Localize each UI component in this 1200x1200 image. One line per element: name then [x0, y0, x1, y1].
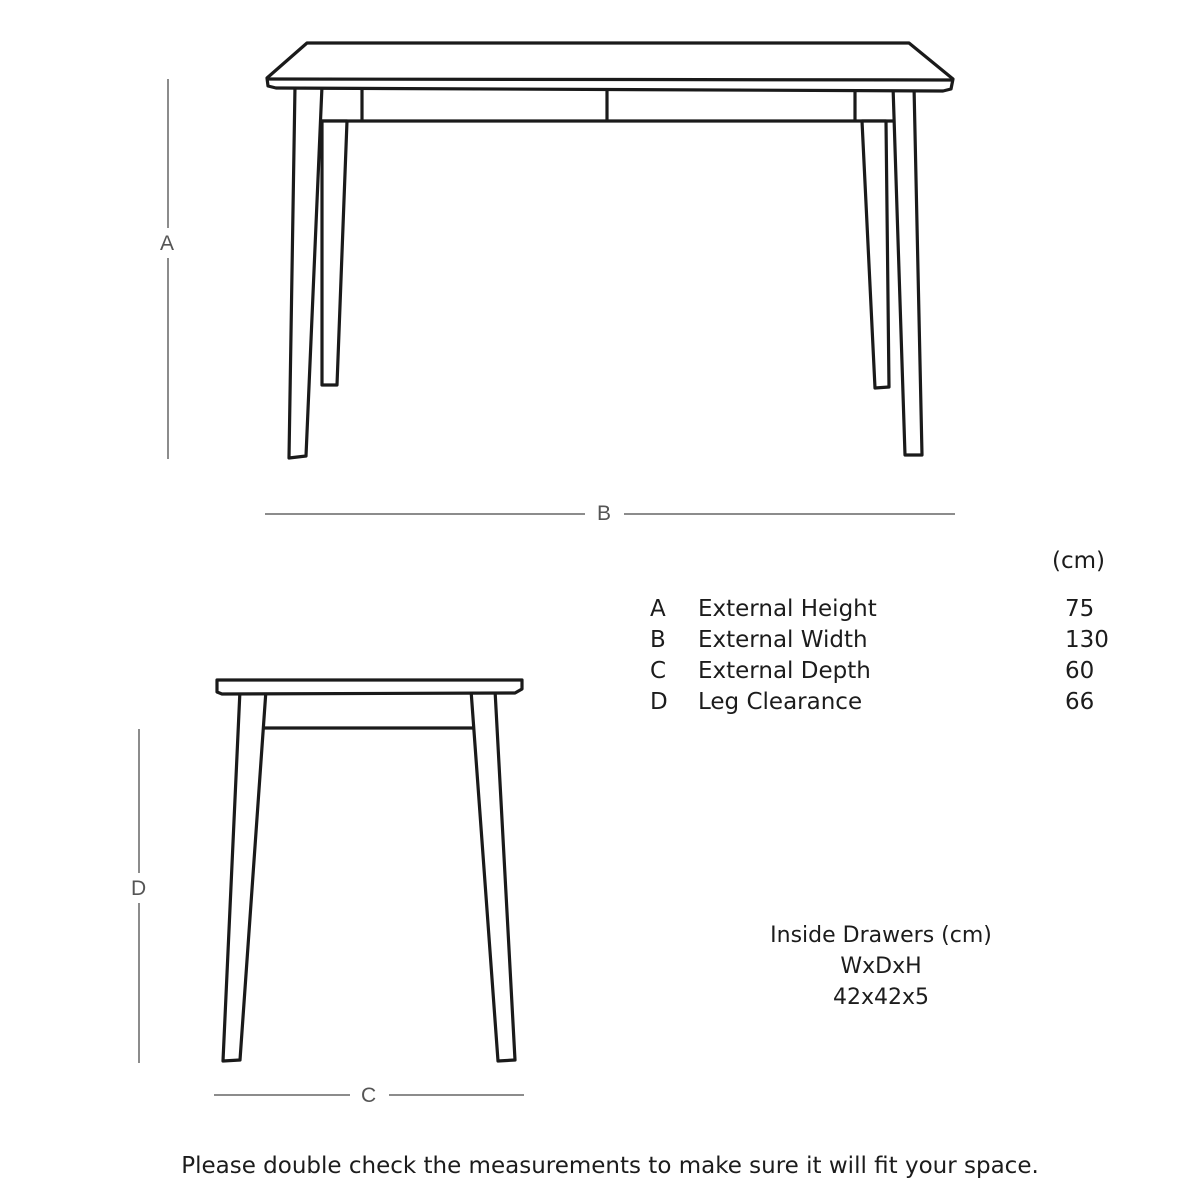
spec-row-a	[650, 594, 1110, 625]
dimension-b-label: B	[597, 502, 612, 525]
front-tabletop-edge	[268, 79, 953, 80]
spec-letter: C	[650, 658, 667, 684]
front-view-table	[267, 43, 953, 458]
spec-letter: A	[650, 596, 666, 622]
drawers-size: 42x42x5	[832, 985, 930, 1010]
dimension-a-label: A	[160, 232, 175, 255]
inside-drawers-info	[700, 920, 1062, 1013]
side-right-leg	[471, 690, 515, 1061]
dimension-c-label: C	[361, 1084, 377, 1107]
front-back-right-leg	[862, 121, 889, 388]
side-apron	[258, 692, 480, 728]
front-apron	[320, 88, 900, 121]
unit-label: (cm)	[1052, 548, 1105, 574]
footer-note: Please double check the measurements to make sure it will fit your space.	[181, 1153, 1039, 1179]
spec-value: 66	[1065, 689, 1095, 715]
spec-value: 75	[1065, 596, 1095, 622]
spec-letter: B	[650, 627, 666, 653]
front-front-left-leg	[289, 86, 322, 458]
spec-table	[650, 594, 1110, 718]
spec-row-b	[650, 625, 1110, 656]
spec-name: External Height	[698, 596, 877, 622]
side-view-table	[217, 680, 522, 1061]
side-tabletop	[217, 680, 522, 694]
spec-name: External Depth	[698, 658, 871, 684]
spec-value: 130	[1065, 627, 1109, 653]
spec-name: Leg Clearance	[698, 689, 863, 715]
front-back-left-leg	[322, 121, 347, 385]
spec-row-c	[650, 656, 1110, 687]
drawers-title: Inside Drawers (cm)	[770, 923, 992, 948]
side-left-leg	[223, 690, 266, 1061]
front-tabletop	[267, 43, 953, 91]
spec-letter: D	[650, 689, 668, 715]
spec-value: 60	[1065, 658, 1095, 684]
spec-name: External Width	[698, 627, 868, 653]
front-front-right-leg	[893, 86, 922, 455]
drawers-format: WxDxH	[840, 954, 922, 979]
spec-row-d	[650, 687, 1110, 718]
dimension-d-label: D	[131, 877, 147, 900]
